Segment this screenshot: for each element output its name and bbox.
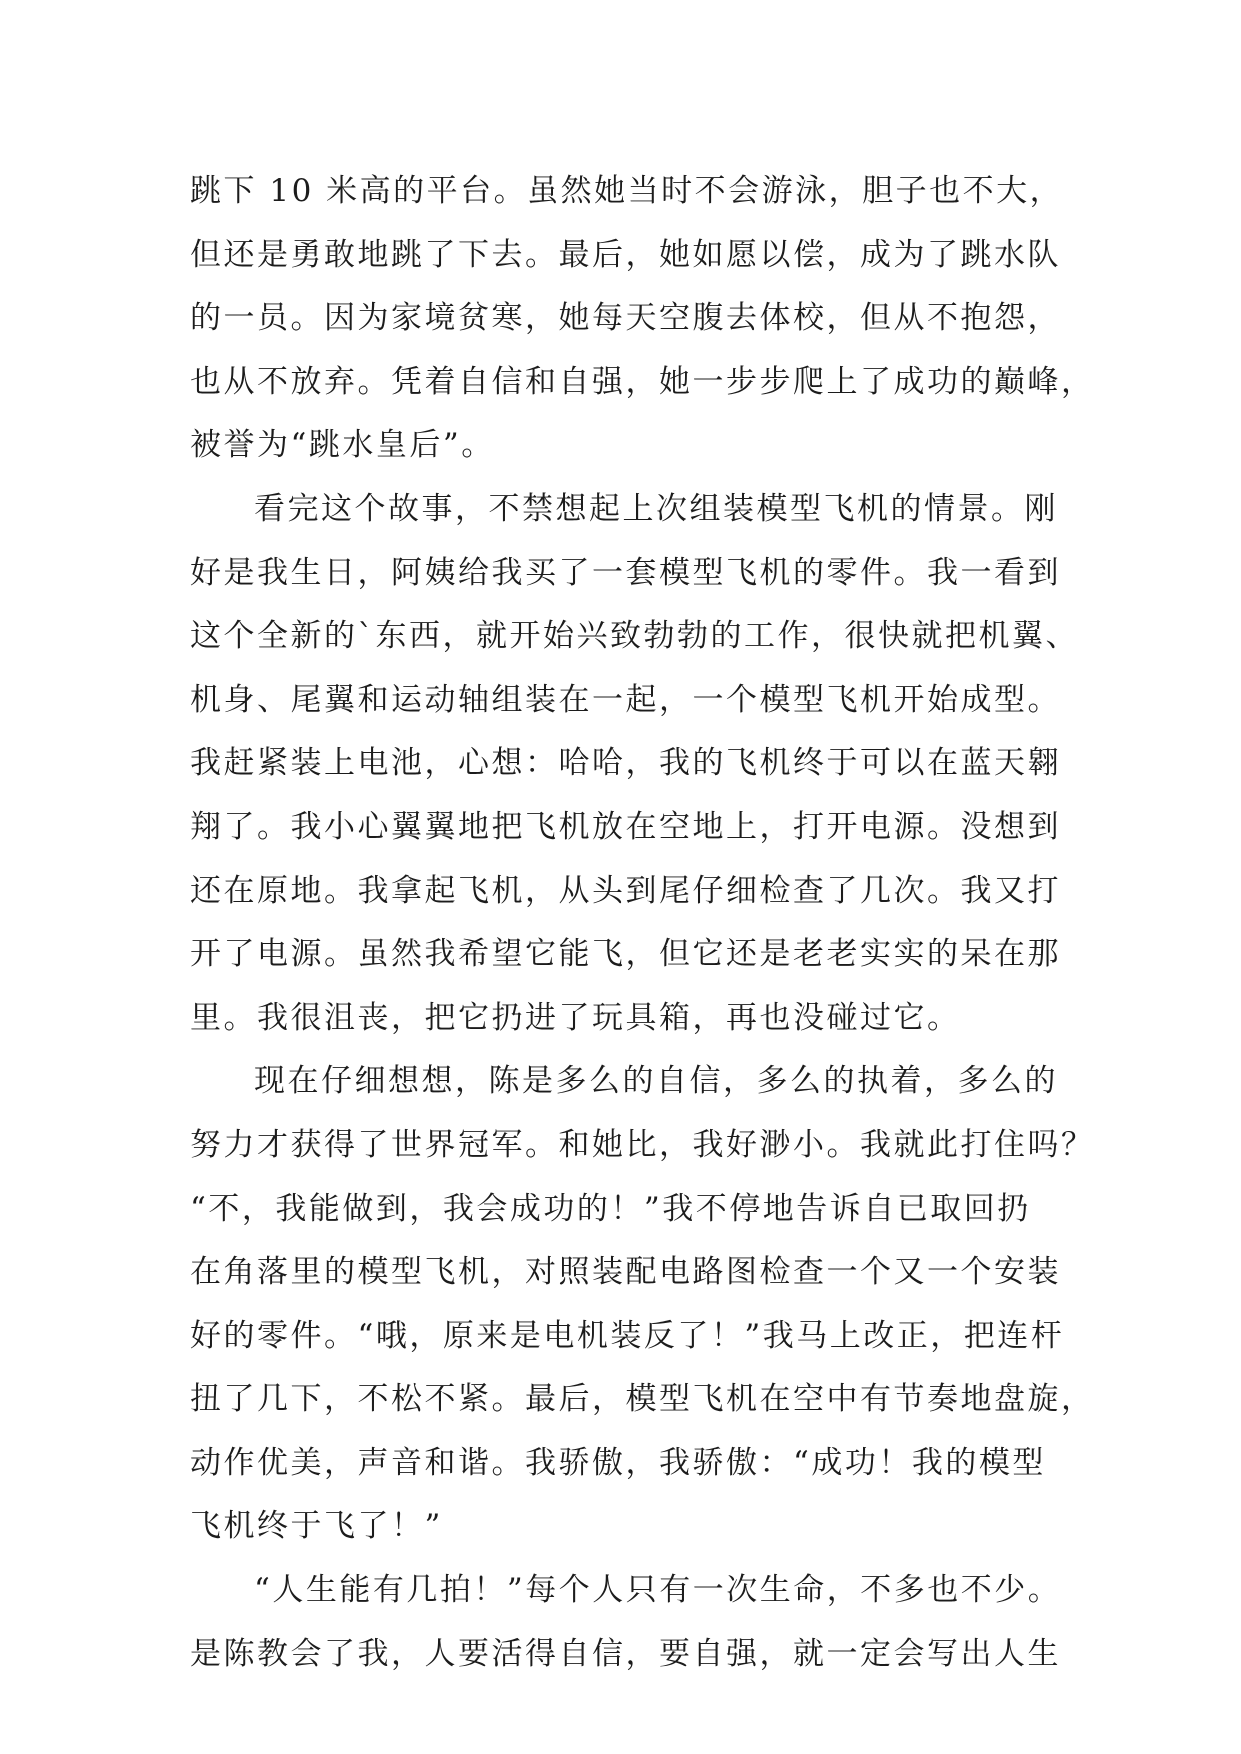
text-line: 但还是勇敢地跳了下去。最后，她如愿以偿，成为了跳水队 [190,236,1061,273]
text-line: 的一员。因为家境贫寒，她每天空腹去体校，但从不抱怨， [190,300,1061,337]
text-line: 里。我很沮丧，把它扔进了玩具箱，再也没碰过它。 [190,999,961,1036]
text-line: 好的零件。“哦，原来是电机装反了！”我马上改正，把连杆 [190,1317,1065,1354]
text-line: 这个全新的`东西，就开始兴致勃勃的工作，很快就把机翼、 [190,618,1079,655]
paragraph-start-line: 看完这个故事，不禁想起上次组装模型飞机的情景。刚 [254,490,1058,527]
text-line: 飞机终于飞了！” [190,1508,443,1545]
text-line: 是陈教会了我，人要活得自信，要自强，就一定会写出人生 [190,1635,1061,1672]
essay-body [190,160,1095,1686]
text-line: 在角落里的模型飞机，对照装配电路图检查一个又一个安装 [190,1254,1061,1291]
text-line: 好是我生日，阿姨给我买了一套模型飞机的零件。我一看到 [190,554,1061,591]
text-line: 开了电源。虽然我希望它能飞，但它还是老老实实的呆在那 [190,936,1061,973]
text-line: 我赶紧装上电池，心想：哈哈，我的飞机终于可以在蓝天翱 [190,745,1061,782]
text-line: 还在原地。我拿起飞机，从头到尾仔细检查了几次。我又打 [190,872,1061,909]
text-line: 动作优美，声音和谐。我骄傲，我骄傲：“成功！我的模型 [190,1444,1046,1481]
text-line: “不，我能做到，我会成功的！”我不停地告诉自已取回扔 [190,1190,1031,1227]
text-line: 翔了。我小心翼翼地把飞机放在空地上，打开电源。没想到 [190,808,1061,845]
paragraph-start-line: “人生能有几拍！”每个人只有一次生命，不多也不少。 [254,1572,1062,1609]
text-line: 扭了几下，不松不紧。最后，模型飞机在空中有节奏地盘旋， [190,1381,1095,1418]
text-line: 被誉为“跳水皇后”。 [190,427,495,464]
paragraph-start-line: 现在仔细想想，陈是多么的自信，多么的执着，多么的 [254,1063,1058,1100]
text-line: 也从不放弃。凭着自信和自强，她一步步爬上了成功的巅峰， [190,363,1095,400]
text-line: 跳下 10 米高的平台。虽然她当时不会游泳，胆子也不大， [190,173,1064,209]
text-line: 努力才获得了世界冠军。和她比，我好渺小。我就此打住吗？ [190,1126,1095,1163]
text-line: 机身、尾翼和运动轴组装在一起，一个模型飞机开始成型。 [190,681,1061,718]
